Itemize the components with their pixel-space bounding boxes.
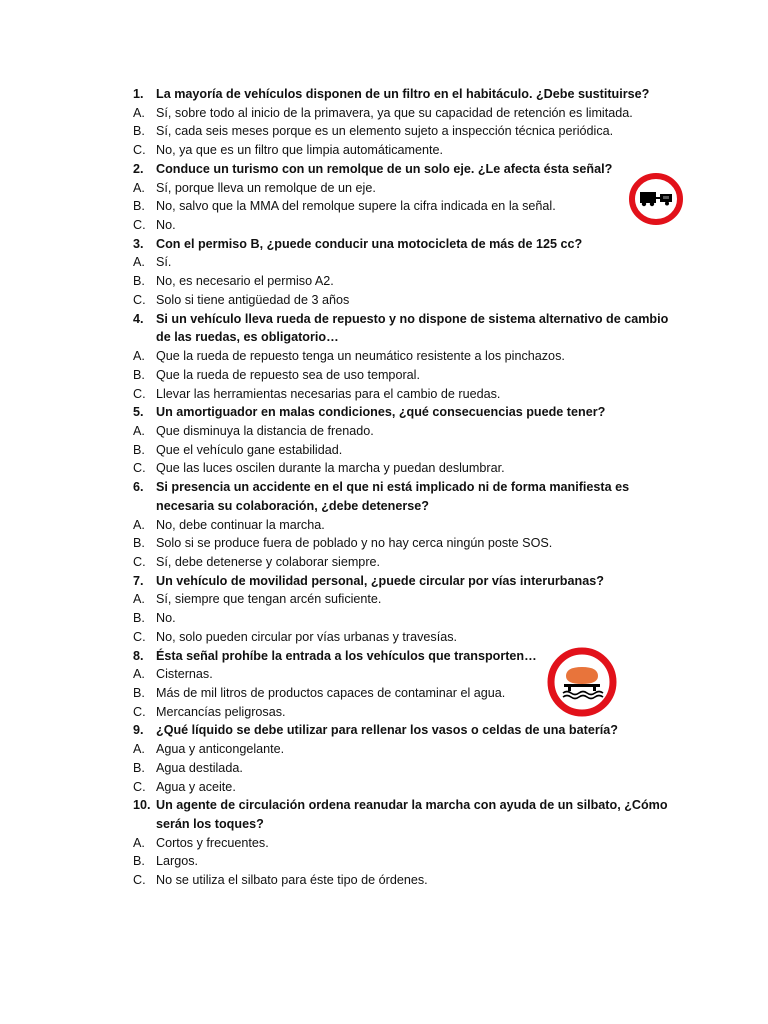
option-letter: B. [133, 274, 145, 289]
question-item [0, 721, 768, 740]
option-letter: B. [133, 686, 145, 700]
answer-option [0, 759, 768, 778]
question-number: 3. [133, 236, 144, 251]
question-number: 6. [133, 480, 144, 495]
answer-option [0, 422, 768, 441]
question-text: Un agente de circulación ordena reanudar la marcha con ayuda de un silbato, ¿Cómo [156, 798, 668, 813]
option-letter: B. [133, 611, 145, 626]
question-item [0, 647, 768, 666]
question-number: 7. [133, 573, 144, 588]
option-text: Sí, sobre todo al inicio de la primavera, ya que su capacidad de retención es limitada. [156, 105, 633, 120]
option-text: No, salvo que la MMA del remolque supere la cifra indicada en la señal. [156, 199, 556, 214]
option-text: No, solo pueden circular por vías urbanas y travesías. [156, 629, 458, 644]
question-text: ¿Qué líquido se debe utilizar para rellenar los vasos o celdas de una batería? [156, 723, 618, 738]
answer-option [0, 628, 768, 647]
option-text: Que las luces oscilen durante la marcha y puedan deslumbrar. [156, 461, 505, 476]
answer-option [0, 703, 768, 722]
question-text: Conduce un turismo con un remolque de un solo eje. ¿Le afecta ésta señal? [156, 161, 613, 176]
answer-option [0, 665, 768, 684]
question-number: 1. [133, 87, 144, 101]
question-item-continuation [0, 497, 768, 516]
answer-option [0, 291, 768, 310]
no-trailer-sign-icon [628, 172, 684, 226]
answer-option [0, 104, 768, 123]
option-letter: A. [133, 517, 145, 532]
option-text: Sí. [156, 255, 172, 270]
option-letter: B. [133, 760, 145, 775]
question-number: 2. [133, 161, 144, 176]
question-item [0, 796, 768, 815]
question-item [0, 85, 768, 104]
answer-option [0, 852, 768, 871]
option-letter: C. [133, 143, 146, 158]
question-text: Si un vehículo lleva rueda de repuesto y no dispone de sistema alternativo de cambio [156, 311, 669, 326]
question-text: Con el permiso B, ¿puede conducir una motocicleta de más de 125 cc? [156, 236, 583, 251]
option-text: Solo si se produce fuera de poblado y no hay cerca ningún poste SOS. [156, 536, 553, 551]
question-text: Un vehículo de movilidad personal, ¿puede circular por vías interurbanas? [156, 573, 604, 588]
option-text: Llevar las herramientas necesarias para el cambio de ruedas. [156, 386, 501, 401]
option-letter: A. [133, 667, 145, 682]
option-letter: C. [133, 704, 146, 719]
question-item-continuation [0, 815, 768, 834]
option-text: No, es necesario el permiso A2. [156, 274, 334, 289]
answer-option [0, 347, 768, 366]
option-text: Cisternas. [156, 667, 213, 682]
option-letter: A. [133, 349, 145, 364]
question-number: 5. [133, 405, 144, 420]
option-text: Agua y anticongelante. [156, 742, 285, 757]
question-text: Si presencia un accidente en el que ni está implicado ni de forma manifiesta es [156, 480, 630, 495]
answer-option [0, 122, 768, 141]
option-letter: C. [133, 386, 146, 401]
option-letter: C. [133, 873, 146, 888]
answer-option [0, 459, 768, 478]
question-text: Un amortiguador en malas condiciones, ¿qué consecuencias puede tener? [156, 405, 606, 420]
option-text: Sí, porque lleva un remolque de un eje. [156, 180, 376, 195]
question-text: de las ruedas, es obligatorio… [156, 330, 339, 345]
option-text: Mercancías peligrosas. [156, 704, 286, 719]
option-text: Más de mil litros de productos capaces de contaminar el agua. [156, 686, 506, 700]
answer-option [0, 534, 768, 553]
question-number: 8. [133, 648, 144, 663]
option-letter: A. [133, 180, 145, 195]
answer-option [0, 141, 768, 160]
option-text: Que el vehículo gane estabilidad. [156, 442, 343, 457]
answer-option [0, 684, 768, 703]
answer-option [0, 609, 768, 628]
option-letter: B. [133, 124, 145, 139]
option-letter: B. [133, 854, 145, 869]
question-item [0, 235, 768, 254]
option-text: No se utiliza el silbato para éste tipo de órdenes. [156, 873, 428, 888]
no-water-pollutants-sign-icon [546, 646, 618, 718]
answer-option [0, 441, 768, 460]
option-text: Que la rueda de repuesto sea de uso temporal. [156, 367, 420, 382]
option-text: No. [156, 611, 176, 626]
answer-option [0, 871, 768, 890]
option-text: No, debe continuar la marcha. [156, 517, 325, 532]
option-letter: A. [133, 255, 145, 270]
option-letter: B. [133, 199, 145, 214]
option-text: Sí, debe detenerse y colaborar siempre. [156, 554, 381, 569]
option-text: Que disminuya la distancia de frenado. [156, 423, 374, 438]
option-text: Largos. [156, 854, 199, 869]
option-letter: A. [133, 105, 145, 120]
answer-option [0, 272, 768, 291]
option-text: Solo si tiene antigüedad de 3 años [156, 292, 350, 307]
question-text: La mayoría de vehículos disponen de un filtro en el habitáculo. ¿Debe sustituirse? [156, 87, 650, 101]
question-number: 9. [133, 723, 144, 738]
question-number: 4. [133, 311, 144, 326]
answer-option [0, 778, 768, 797]
option-text: Cortos y frecuentes. [156, 835, 269, 850]
answer-option [0, 516, 768, 535]
option-text: Agua destilada. [156, 760, 243, 775]
option-text: Agua y aceite. [156, 779, 236, 794]
option-letter: C. [133, 629, 146, 644]
option-text: Sí, siempre que tengan arcén suficiente. [156, 592, 382, 607]
option-text: Que la rueda de repuesto tenga un neumático resistente a los pinchazos. [156, 349, 565, 364]
option-text: No. [156, 218, 176, 233]
option-letter: A. [133, 592, 145, 607]
option-letter: B. [133, 367, 145, 382]
option-letter: A. [133, 423, 145, 438]
option-letter: B. [133, 536, 145, 551]
question-item [0, 572, 768, 591]
question-number: 10. [133, 798, 151, 813]
answer-option [0, 740, 768, 759]
question-text: necesaria su colaboración, ¿debe detenerse? [156, 498, 429, 513]
question-item [0, 403, 768, 422]
question-text: serán los toques? [156, 817, 264, 832]
answer-option [0, 590, 768, 609]
option-letter: C. [133, 292, 146, 307]
option-letter: C. [133, 218, 146, 233]
option-letter: C. [133, 554, 146, 569]
question-text: Ésta señal prohíbe la entrada a los vehículos que transporten… [156, 648, 537, 663]
answer-option [0, 553, 768, 572]
option-text: No, ya que es un filtro que limpia automáticamente. [156, 143, 444, 158]
option-letter: A. [133, 835, 145, 850]
answer-option [0, 253, 768, 272]
option-letter: C. [133, 461, 146, 476]
option-letter: A. [133, 742, 145, 757]
option-letter: C. [133, 779, 146, 794]
answer-option [0, 834, 768, 853]
option-letter: B. [133, 442, 145, 457]
question-item [0, 310, 768, 329]
answer-option [0, 385, 768, 404]
answer-option [0, 366, 768, 385]
option-text: Sí, cada seis meses porque es un elemento sujeto a inspección técnica periódica. [156, 124, 614, 139]
question-item [0, 478, 768, 497]
question-item-continuation [0, 328, 768, 347]
